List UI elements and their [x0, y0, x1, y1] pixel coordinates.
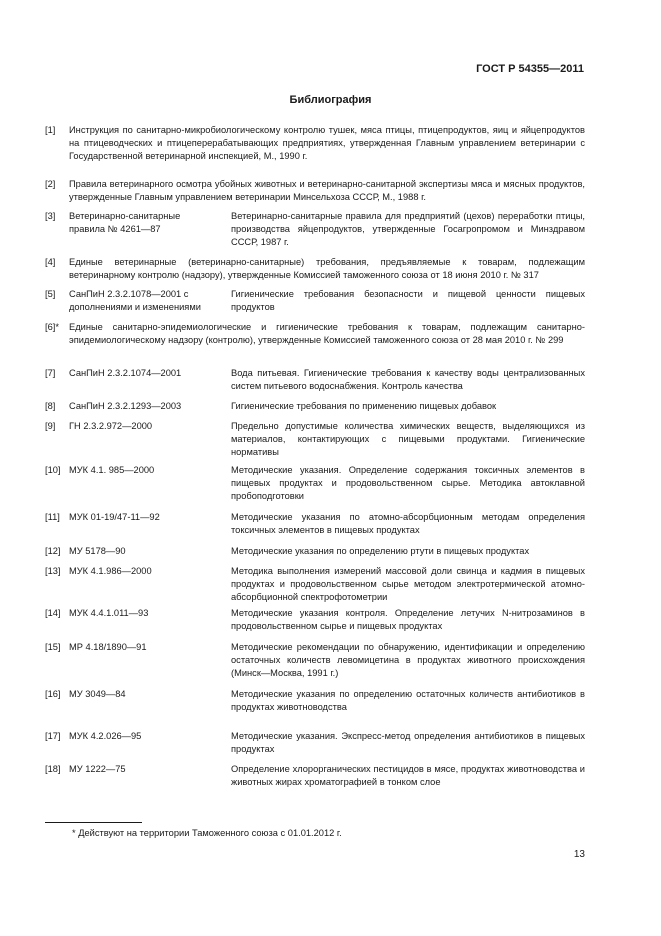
- entry-designation: МР 4.18/1890—91: [69, 642, 147, 652]
- entry-text: Методика выполнения измерений массовой доли свинца и кадмия в пищевых продуктах и продовольственном сырье методом электротермической атомно-абсорбционной спектрофотометрии: [231, 566, 585, 602]
- bibliography-entry-4: [45, 256, 585, 282]
- entry-text: Методические указания по определению остаточных количеств антибиотиков в продуктах животноводства: [231, 689, 585, 712]
- entry-text: Методические указания контроля. Определение летучих N-нитрозаминов в продовольственном сырье и пищевых продуктах: [231, 608, 585, 631]
- entry-designation: МУ 5178—90: [69, 546, 126, 556]
- bibliography-entry-8: [45, 400, 585, 413]
- entry-designation: СанПиН 2.3.2.1078—2001 с дополнениями и изменениями: [69, 289, 201, 312]
- entry-number: [15]: [45, 642, 61, 652]
- entry-text: Методические указания по атомно-абсорбционным методам определения токсичных элементов в пищевых продуктах: [231, 512, 585, 535]
- bibliography-entry-7: [45, 367, 585, 393]
- entry-designation: МУК 4.1.986—2000: [69, 566, 152, 576]
- entry-number: [10]: [45, 465, 61, 475]
- entry-number: [17]: [45, 731, 61, 741]
- entry-number: [8]: [45, 401, 56, 411]
- entry-designation: МУ 1222—75: [69, 764, 126, 774]
- entry-number: [6]*: [45, 322, 59, 332]
- entry-text: Гигиенические требования по применению пищевых добавок: [231, 401, 497, 411]
- entry-number: [4]: [45, 257, 56, 267]
- page-title: Библиография: [289, 94, 372, 106]
- entry-text: Определение хлорорганических пестицидов в мясе, продуктах животноводства и животных жирах хроматографией в тонком слое: [231, 764, 585, 787]
- entry-number: [14]: [45, 608, 61, 618]
- entry-text: Гигиенические требования безопасности и пищевой ценности пищевых продуктов: [231, 289, 585, 312]
- entry-number: [7]: [45, 368, 56, 378]
- entry-designation: МУК 4.2.026—95: [69, 731, 142, 741]
- entry-number: [5]: [45, 289, 56, 299]
- page-number: 13: [573, 849, 585, 860]
- entry-text: Методические рекомендации по обнаружению, идентификации и определению остаточных количеств левомицетина в продуктах животного происхождения (Минск—Москва, 1991 г.): [231, 642, 585, 678]
- footnote: * Действуют на территории Таможенного союза с 01.01.2012 г.: [72, 828, 342, 838]
- entry-number: [1]: [45, 125, 56, 135]
- bibliography-entry-18: [45, 763, 585, 789]
- entry-text: Вода питьевая. Гигиенические требования к качеству воды централизованных систем питьевого водоснабжения. Контроль качества: [231, 368, 585, 391]
- bibliography-entry-11: [45, 511, 585, 537]
- bibliography-entry-15: [45, 641, 585, 680]
- entry-designation: СанПиН 2.3.2.1293—2003: [69, 401, 182, 411]
- bibliography-entry-16: [45, 688, 585, 714]
- bibliography-entry-1: [45, 124, 585, 163]
- entry-text: Инструкция по санитарно-микробиологическому контролю тушек, мяса птицы, птицепродуктов, яиц и яйцепродуктов на птицеводческих и птицеперерабатывающих предприятиях, утвержденная Главным управлением ветеринарии с Государственной ветеринарной инспекцией, М., 1990 г.: [69, 125, 585, 161]
- bibliography-entry-17: [45, 730, 585, 756]
- entry-designation: СанПиН 2.3.2.1074—2001: [69, 368, 182, 378]
- entry-number: [9]: [45, 421, 56, 431]
- entry-text: Ветеринарно-санитарные правила для предприятий (цехов) переработки птицы, производства яйцепродуктов, утвержденные Госагропромом и Минздравом СССР, 1987 г.: [231, 211, 585, 247]
- entry-text: Методические указания. Экспресс-метод определения антибиотиков в пищевых продуктах: [231, 731, 585, 754]
- entry-number: [11]: [45, 512, 60, 522]
- entry-number: [16]: [45, 689, 61, 699]
- bibliography-entry-6: [45, 321, 585, 347]
- entry-text: Предельно допустимые количества химических веществ, выделяющихся из материалов, контактирующих с пищевыми продуктами. Гигиенические нормативы: [231, 421, 585, 457]
- entry-text: Единые санитарно-эпидемиологические и гигиенические требования к товарам, подлежащим санитарно-эпидемиологическому надзору (контролю), утвержденные Комиссией таможенного союза от 28 мая 2010 г. № 299: [69, 322, 585, 345]
- entry-number: [12]: [45, 546, 61, 556]
- bibliography-entry-10: [45, 464, 585, 503]
- bibliography-entry-5: [45, 288, 585, 314]
- entry-designation: МУК 4.4.1.011—93: [69, 608, 149, 618]
- entry-number: [18]: [45, 764, 61, 774]
- bibliography-entry-14: [45, 607, 585, 633]
- entry-designation: МУК 4.1. 985—2000: [69, 465, 155, 475]
- entry-designation: ГН 2.3.2.972—2000: [69, 421, 153, 431]
- entry-designation: МУ 3049—84: [69, 689, 126, 699]
- bibliography-entry-12: [45, 545, 585, 558]
- entry-number: [13]: [45, 566, 61, 576]
- entry-designation: МУК 01-19/47-11—92: [69, 512, 160, 522]
- bibliography-entry-13: [45, 565, 585, 604]
- entry-number: [3]: [45, 211, 56, 221]
- bibliography-entry-3: [45, 210, 585, 249]
- entry-designation: Ветеринарно-санитарные правила № 4261—87: [69, 211, 181, 234]
- entry-text: Единые ветеринарные (ветеринарно-санитарные) требования, предъявляемые к товарам, подлежащим ветеринарному контролю (надзору), утвержденные Комиссией таможенного союза от 18 июня 2010 г. № 317: [69, 257, 585, 280]
- entry-text: Методические указания по определению ртути в пищевых продуктах: [231, 546, 530, 556]
- footnote-divider: [45, 822, 142, 823]
- bibliography-entry-9: [45, 420, 585, 459]
- bibliography-entry-2: [45, 178, 585, 204]
- entry-text: Правила ветеринарного осмотра убойных животных и ветеринарно-санитарной экспертизы мяса и мясных продуктов, утвержденные Главным управлением ветеринарии Минсельхоза СССР, М., 1988 г.: [69, 179, 585, 202]
- standard-designation: ГОСТ Р 54355—2011: [476, 63, 584, 75]
- entry-text: Методические указания. Определение содержания токсичных элементов в пищевых продуктах и продовольственном сырье. Методика автоклавной пробоподготовки: [231, 465, 585, 501]
- entry-number: [2]: [45, 179, 56, 189]
